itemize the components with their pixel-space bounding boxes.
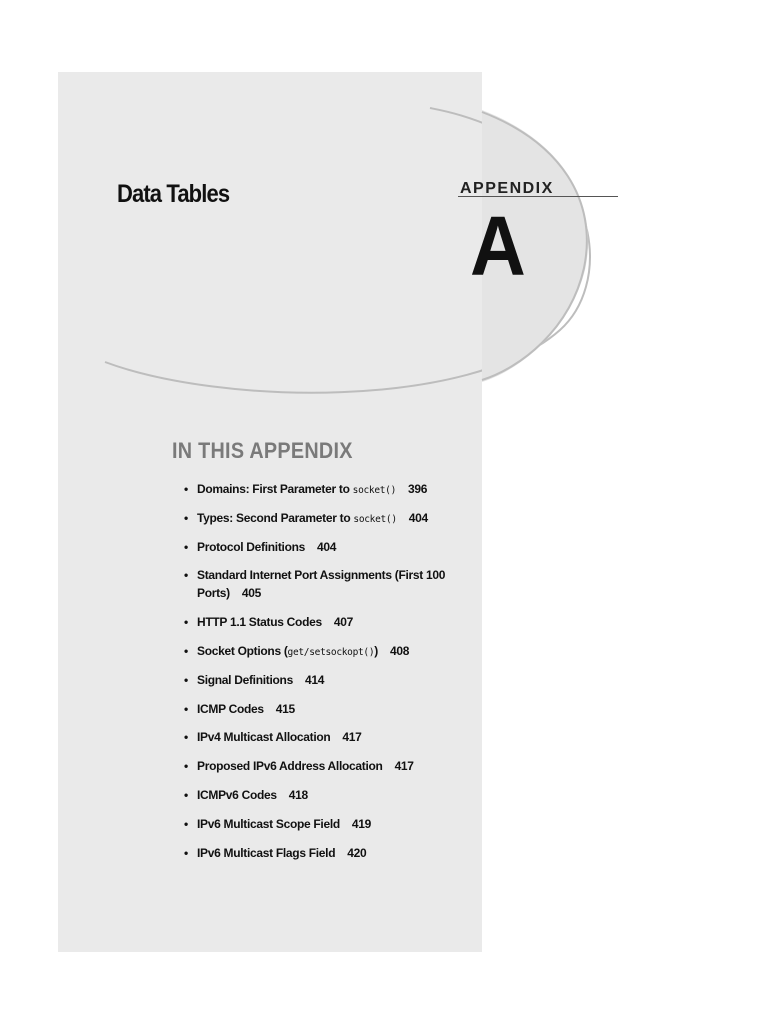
toc-item [184, 538, 454, 558]
toc-item-page: 419 [351, 816, 372, 831]
toc-item-page: 414 [304, 672, 325, 687]
toc-item [184, 815, 454, 835]
toc-heading: IN THIS APPENDIX [172, 438, 353, 463]
toc-item [184, 700, 454, 720]
toc-item-page: 407 [333, 615, 353, 630]
toc-item-text: ICMP Codes [197, 701, 264, 716]
toc-item-text: Domains: First Parameter to [197, 482, 353, 496]
toc-item-page: 408 [389, 643, 410, 658]
toc-item-code: socket() [352, 485, 397, 496]
toc-item [184, 566, 454, 604]
toc-list [184, 480, 454, 872]
toc-item [184, 757, 454, 777]
toc-item-text: ICMPv6 Codes [197, 787, 277, 802]
toc-item-text: IPv4 Multicast Allocation [197, 730, 331, 745]
toc-item-text: IPv6 Multicast Scope Field [197, 816, 340, 831]
toc-item-page: 418 [288, 787, 308, 802]
toc-item-page: 396 [408, 482, 428, 496]
appendix-rule [458, 196, 618, 197]
toc-item-text: Protocol Definitions [197, 539, 306, 554]
toc-item-text: Signal Definitions [197, 672, 293, 687]
toc-item-text: HTTP 1.1 Status Codes [197, 615, 322, 630]
toc-item-text: Standard Internet Port Assignments (First 100 Ports) [197, 568, 446, 601]
toc-item [184, 642, 454, 662]
toc-item-page: 405 [241, 586, 261, 601]
toc-item-text: Socket Options ( [197, 643, 288, 658]
toc-item [184, 786, 454, 806]
toc-item [184, 728, 454, 748]
appendix-label: APPENDIX [460, 180, 554, 197]
toc-item [184, 671, 454, 691]
toc-item-text: Proposed IPv6 Address Allocation [197, 759, 383, 774]
toc-item-code: socket() [353, 513, 397, 525]
toc-item-text: IPv6 Multicast Flags Field [197, 845, 336, 860]
appendix-letter: A [470, 199, 526, 293]
toc-item-page: 417 [342, 730, 362, 745]
toc-item-code: get/setsockopt() [287, 646, 375, 658]
toc-item-page: 420 [347, 845, 367, 860]
toc-item-page: 404 [408, 510, 428, 525]
toc-item-after: ) [374, 643, 378, 658]
toc-item [184, 509, 454, 529]
toc-item [184, 480, 454, 500]
toc-item-page: 404 [317, 539, 337, 554]
toc-item-page: 415 [275, 701, 295, 716]
toc-item [184, 613, 454, 633]
chapter-title: Data Tables [117, 180, 230, 208]
toc-item-page: 417 [394, 759, 414, 774]
toc-item [184, 844, 454, 864]
toc-item-text: Types: Second Parameter to [197, 510, 354, 525]
